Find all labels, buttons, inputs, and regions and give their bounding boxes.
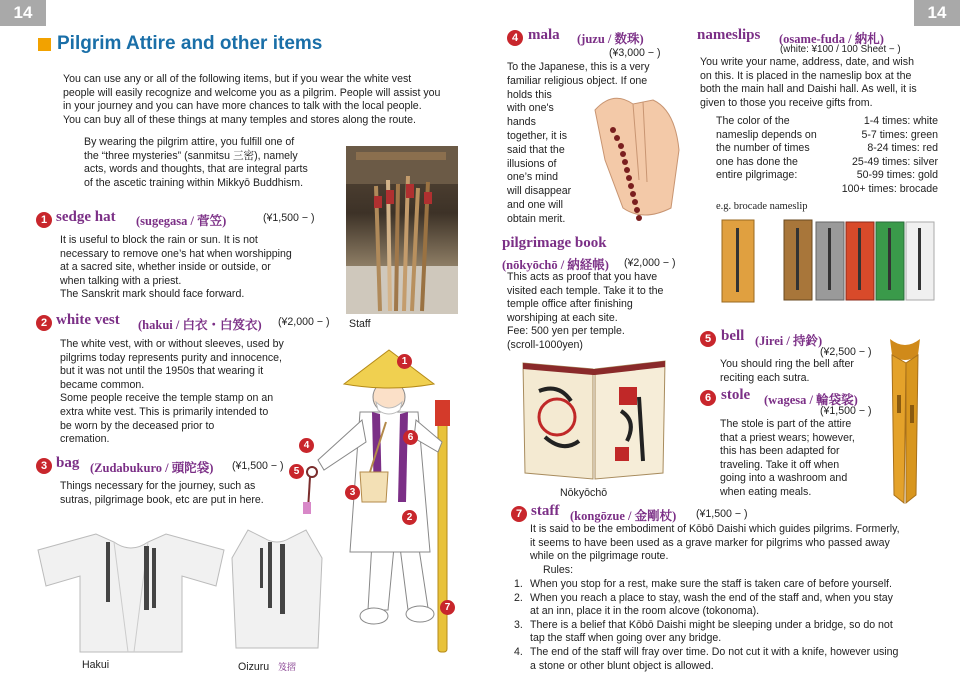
bell-description: You should ring the bell after reciting each sutra.	[720, 358, 854, 384]
nameslips-description: You write your name, address, date, and wish on this. It is placed in the nameslip box at the both the main hall and Daishi hall. As well, it is given to those you receive gifts from.	[700, 56, 917, 109]
staff-photo-caption: Staff	[349, 318, 371, 330]
nameslips-reading: (osame-fuda / 納札)	[779, 32, 884, 46]
mala-price: (¥3,000 − )	[609, 47, 661, 59]
figure-marker-1: 1	[397, 354, 412, 369]
bell-reading: (Jirei / 持鈴)	[755, 334, 823, 348]
stole-price: (¥1,500 − )	[820, 405, 872, 417]
nameslips-price: (white: ¥100 / 100 Sheet − )	[780, 44, 901, 55]
nameslips-color-text: The color of the nameslip depends on the number of times one has done the entire pilgrimage:	[716, 115, 817, 182]
white-vest-price: (¥2,000 − )	[278, 316, 330, 328]
oizuru-image	[230, 528, 325, 654]
stole-description: The stole is part of the attire that a priest wears; however, this has been adapted for traveling. Take it off when going into a washroom and when eating meals.	[720, 418, 855, 498]
pilgrimage-book-heading: pilgrimage book	[502, 235, 607, 251]
stole-heading: stole	[721, 387, 751, 403]
item-number-2: 2	[36, 315, 52, 331]
sedge-hat-price: (¥1,500 − )	[263, 212, 315, 224]
staff-rules-list: When you stop for a rest, make sure the staff is taken care of before yourself. When you reach a place to stay, wash the end of the staff and, when you stay at an inn, place it in the room alcove (tokonoma). There is a belief that Kōbō Daishi might be sleeping under a bridge, so do not tap the staff when going over any bridge. The end of the staff will fray over time. Do not cut it with a knife, however using a stone or other blunt object is allowed.	[530, 578, 899, 672]
pilgrimage-book-description: This acts as proof that you have visited each temple. Take it to the temple office after finishing worshiping at each site. Fee: 500 yen per temple. (scroll-1000yen)	[507, 271, 664, 351]
sedge-hat-heading: sedge hat	[56, 209, 116, 225]
item-number-6: 6	[700, 390, 716, 406]
hakui-caption: Hakui	[82, 659, 110, 671]
figure-marker-3: 3	[345, 485, 360, 500]
sedge-hat-description: It is useful to block the rain or sun. It is not necessary to remove one’s hat when worshipping at a sacred site, whether inside or outside, or when talking with a priest. The Sanskrit mark should face forward.	[60, 234, 292, 301]
bag-reading: (Zudabukuro / 頭陀袋)	[90, 461, 214, 475]
nokyocho-caption: Nōkyōchō	[560, 487, 608, 499]
white-vest-description: The white vest, with or without sleeves, used by pilgrims today represents purity and innocence, but it was not until the 1950s that wearing it became common. Some people receive the temple stamp on an extra white vest. This is primarily intended to be worn by the deceased prior to cremation.	[60, 338, 284, 446]
staff-reading: (kongōzue / 金剛杖)	[570, 509, 677, 523]
mystery-text: By wearing the pilgrim attire, you fulfill one of the “three mysteries” (sanmitsu 三密), namely acts, words and thoughts, that are integral parts of the ascetic training within Mikkyō Buddhism.	[84, 136, 308, 189]
oizuru-caption: Oizuru 笈摺	[238, 661, 297, 673]
figure-marker-2: 2	[402, 510, 417, 525]
item-number-3: 3	[36, 458, 52, 474]
hakui-image	[36, 528, 226, 654]
nameslips-color-list: 1-4 times: white 5-7 times: green 8-24 times: red 25-49 times: silver 50-99 times: gold 100+ times: brocade	[841, 115, 938, 195]
mala-heading: mala	[528, 27, 560, 43]
bag-description: Things necessary for the journey, such as sutras, pilgrimage book, etc are put in here.	[60, 480, 264, 506]
mala-reading: (juzu / 数珠)	[577, 32, 644, 46]
item-number-5: 5	[700, 331, 716, 347]
white-vest-heading: white vest	[56, 312, 120, 328]
nameslips-heading: nameslips	[697, 27, 761, 43]
nameslips-example-label: e.g. brocade nameslip	[716, 201, 808, 212]
page-number-left: 14	[0, 0, 46, 26]
staff-rule-numbers: 1. 2. 3. 4.	[514, 578, 523, 658]
stole-image	[880, 335, 930, 505]
nokyocho-photo	[519, 357, 669, 482]
mala-photo	[583, 90, 688, 225]
item-number-1: 1	[36, 212, 52, 228]
page-number-right: 14	[914, 0, 960, 26]
title-marker	[38, 38, 51, 51]
intro-text: You can use any or all of the following items, but if you wear the white vest people will easily recognize and welcome you as a pilgrim. People will assist you in your journey and you can have more chances to talk with the local people. You can buy all of these things at many temples and stores along the route.	[63, 73, 441, 126]
nameslips-photo	[718, 218, 938, 304]
figure-marker-6: 6	[403, 430, 418, 445]
figure-marker-7: 7	[440, 600, 455, 615]
sedge-hat-reading: (sugegasa / 菅笠)	[136, 214, 227, 228]
bag-price: (¥1,500 − )	[232, 460, 284, 472]
staff-rules-title: Rules:	[543, 564, 574, 576]
page-title: Pilgrim Attire and other items	[57, 33, 323, 54]
item-number-7: 7	[511, 506, 527, 522]
staff-photo	[346, 146, 458, 314]
bell-price: (¥2,500 − )	[820, 346, 872, 358]
stole-reading: (wagesa / 輪袋裟)	[764, 393, 858, 407]
staff-price: (¥1,500 − )	[696, 508, 748, 520]
staff-description: It is said to be the embodiment of Kōbō Daishi which guides pilgrims. Formerly, it seems to have been used as a grave marker for pilgrims who passed away while on the pilgrimage route.	[530, 523, 900, 563]
pilgrimage-book-price: (¥2,000 − )	[624, 257, 676, 269]
bag-heading: bag	[56, 455, 80, 471]
bell-heading: bell	[721, 328, 745, 344]
white-vest-reading: (hakui / 白衣・白笈衣)	[138, 318, 262, 332]
figure-marker-4: 4	[299, 438, 314, 453]
staff-heading: staff	[531, 503, 560, 519]
pilgrimage-book-reading: (nōkyōchō / 納経帳)	[502, 258, 609, 272]
item-number-4: 4	[507, 30, 523, 46]
mala-description: To the Japanese, this is a very familiar religious object. If one holds this with one's hands together, it is said that the illusions of one’s mind will disappear and one will obtain merit.	[507, 61, 650, 225]
figure-marker-5: 5	[289, 464, 304, 479]
